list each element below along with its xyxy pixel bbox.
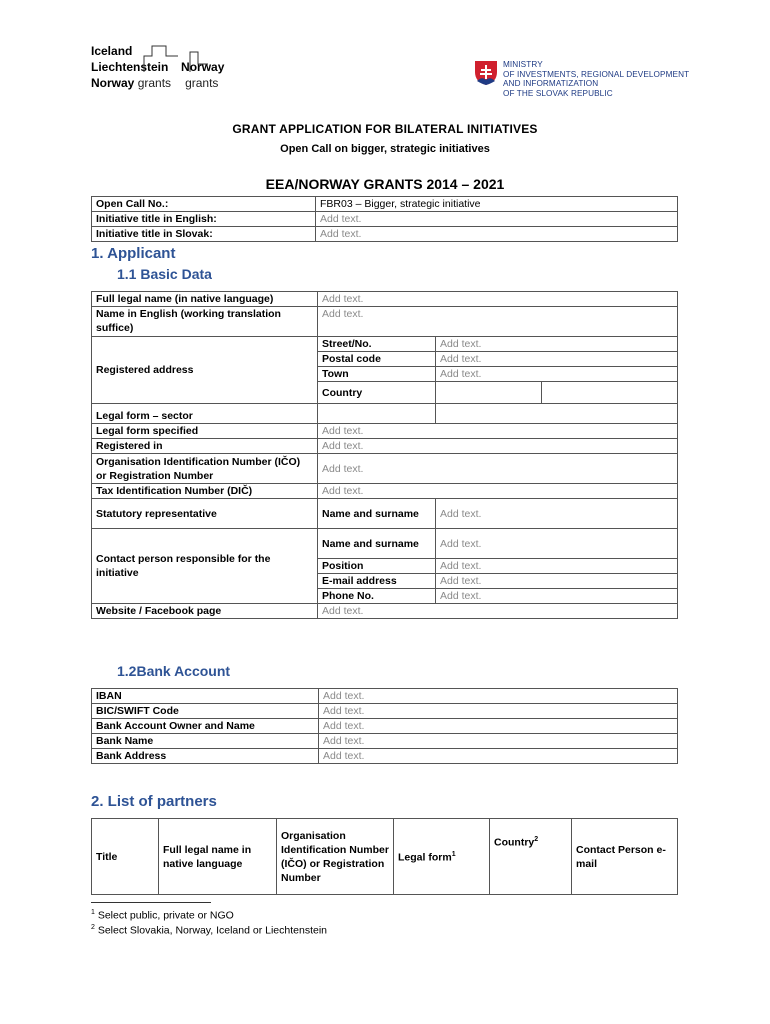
owner-label: Bank Account Owner and Name: [92, 719, 319, 734]
col-country: [490, 819, 572, 895]
title-sk-label: Initiative title in Slovak:: [92, 227, 316, 242]
phone-field[interactable]: Add text.: [436, 589, 678, 604]
footnote-2: [91, 924, 327, 937]
town-label: Town: [318, 367, 436, 382]
basic-data-table: [91, 291, 678, 619]
org-id-field[interactable]: Add text.: [318, 454, 678, 484]
col-contact: Contact Person e-mail: [572, 819, 678, 895]
phone-label: Phone No.: [318, 589, 436, 604]
col-country-text: Country: [494, 836, 535, 849]
country-label: Country: [318, 382, 436, 404]
col-legal-form: [394, 819, 490, 895]
basic-data-heading: 1.1 Basic Data: [117, 266, 212, 282]
statutory-name-label: Name and surname: [318, 499, 436, 529]
position-label: Position: [318, 559, 436, 574]
email-label: E-mail address: [318, 574, 436, 589]
website-field[interactable]: Add text.: [318, 604, 678, 619]
eea-title: EEA/NORWAY GRANTS 2014 – 2021: [265, 176, 505, 192]
legal-form-sector-label: Legal form – sector: [92, 404, 318, 424]
org-id-label: Organisation Identification Number (IČO) or Registration Number: [92, 454, 318, 484]
bank-name-field[interactable]: Add text.: [319, 734, 678, 749]
logo-text: Norway: [181, 60, 225, 74]
contact-person-label: Contact person responsible for the initiative: [92, 529, 318, 604]
postal-field[interactable]: Add text.: [436, 352, 678, 367]
legal-form-specified-field[interactable]: Add text.: [318, 424, 678, 439]
col-title: Title: [92, 819, 159, 895]
registered-in-label: Registered in: [92, 439, 318, 454]
logo-text: Iceland: [91, 44, 133, 58]
footnote-number: 1: [91, 909, 95, 916]
footnote-ref: 2: [534, 836, 539, 843]
slovak-coat-of-arms-icon: [474, 60, 498, 86]
bank-account-heading: 1.2Bank Account: [117, 663, 231, 679]
footnote-divider: [91, 902, 211, 903]
col-org-id: Organisation Identification Number (IČO) or Registration Number: [277, 819, 394, 895]
country-select[interactable]: [436, 382, 542, 404]
bank-account-table: [91, 688, 678, 764]
call-no-value[interactable]: FBR03 – Bigger, strategic initiative: [316, 197, 678, 212]
ministry-line: OF THE SLOVAK REPUBLIC: [503, 88, 613, 98]
bank-address-label: Bank Address: [92, 749, 319, 764]
logo-text: Liechtenstein: [91, 60, 169, 74]
registered-in-field[interactable]: Add text.: [318, 439, 678, 454]
name-en-field[interactable]: Add text.: [318, 307, 678, 337]
contact-name-field[interactable]: Add text.: [436, 529, 678, 559]
registered-address-label: Registered address: [92, 337, 318, 404]
logo-text: grants: [137, 76, 172, 90]
owner-field[interactable]: Add text.: [319, 719, 678, 734]
name-en-label: Name in English (working translation suffice): [92, 307, 318, 337]
title-en-field[interactable]: Add text.: [316, 212, 678, 227]
tax-id-field[interactable]: Add text.: [318, 484, 678, 499]
logo-text: Norway: [91, 76, 135, 90]
logo-flag-graphic: [142, 42, 212, 74]
iban-label: IBAN: [92, 689, 319, 704]
document-title: GRANT APPLICATION FOR BILATERAL INITIATIVES: [232, 122, 538, 136]
footnote-text: Select Slovakia, Norway, Iceland or Liechtenstein: [97, 924, 328, 937]
bic-field[interactable]: Add text.: [319, 704, 678, 719]
town-field[interactable]: Add text.: [436, 367, 678, 382]
legal-name-label: Full legal name (in native language): [92, 292, 318, 307]
document-subtitle: Open Call on bigger, strategic initiatives: [280, 143, 490, 155]
call-no-label: Open Call No.:: [92, 197, 316, 212]
footnote-number: 2: [91, 924, 95, 931]
title-en-label: Initiative title in English:: [92, 212, 316, 227]
street-field[interactable]: Add text.: [436, 337, 678, 352]
tax-id-label: Tax Identification Number (DIČ): [92, 484, 318, 499]
street-label: Street/No.: [318, 337, 436, 352]
legal-form-sector-extra: [436, 404, 678, 424]
website-label: Website / Facebook page: [92, 604, 318, 619]
postal-label: Postal code: [318, 352, 436, 367]
iban-field[interactable]: Add text.: [319, 689, 678, 704]
ministry-line: AND INFORMATIZATION: [503, 79, 599, 88]
section-applicant-heading: 1. Applicant: [91, 245, 176, 262]
footnote-text: Select public, private or NGO: [97, 909, 234, 922]
statutory-label: Statutory representative: [92, 499, 318, 529]
country-extra: [542, 382, 678, 404]
bank-address-field[interactable]: Add text.: [319, 749, 678, 764]
bic-label: BIC/SWIFT Code: [92, 704, 319, 719]
ministry-name: [503, 60, 689, 98]
bank-name-label: Bank Name: [92, 734, 319, 749]
legal-form-sector-select[interactable]: [318, 404, 436, 424]
ministry-line: OF INVESTMENTS, REGIONAL DEVELOPMENT: [503, 69, 690, 79]
title-sk-field[interactable]: Add text.: [316, 227, 678, 242]
footnote-1: [91, 909, 234, 922]
legal-name-field[interactable]: Add text.: [318, 292, 678, 307]
call-info-table: [91, 196, 678, 242]
email-field[interactable]: Add text.: [436, 574, 678, 589]
footnote-ref: 1: [451, 851, 456, 859]
contact-name-label: Name and surname: [318, 529, 436, 559]
statutory-name-field[interactable]: Add text.: [436, 499, 678, 529]
ministry-line: MINISTRY: [503, 60, 543, 69]
logo-text: grants: [185, 76, 219, 90]
legal-form-specified-label: Legal form specified: [92, 424, 318, 439]
col-legal-form-text: Legal form: [398, 851, 452, 864]
col-legal-name: Full legal name in native language: [159, 819, 277, 895]
partners-table: [91, 818, 678, 895]
partners-heading: 2. List of partners: [91, 793, 217, 810]
position-field[interactable]: Add text.: [436, 559, 678, 574]
